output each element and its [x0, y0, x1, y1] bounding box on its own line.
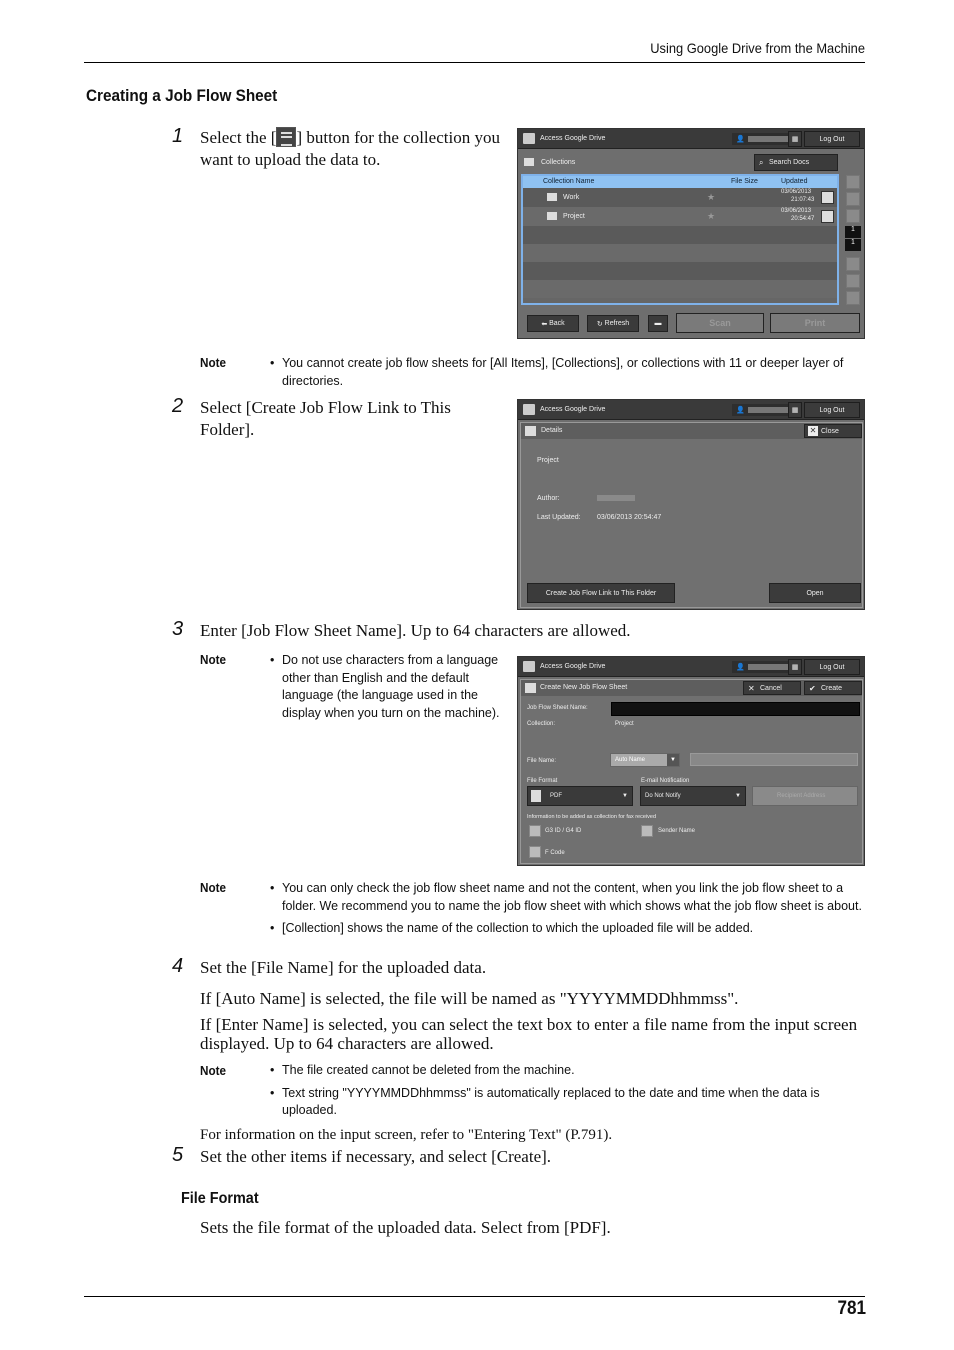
note-item: • Text string "YYYYMMDDhhmmss" is automatically replaced to the date and time when the data is uploaded. [270, 1085, 850, 1120]
subsection-title: File Format [181, 1190, 259, 1207]
note-label: Note [200, 1063, 227, 1078]
author-value-blurred [597, 495, 635, 501]
running-header: Using Google Drive from the Machine [650, 40, 865, 56]
refresh-label: Refresh [604, 320, 630, 327]
logout-button[interactable]: Log Out [804, 659, 860, 675]
note-label: Note [200, 652, 227, 667]
drive-icon [523, 404, 535, 415]
search-icon: ⌕ [759, 157, 764, 167]
screen-title: Access Google Drive [540, 135, 606, 142]
drive-icon [523, 133, 535, 144]
updated-value: 03/06/2013 20:54:47 [597, 514, 662, 521]
col-name-header: Collection Name [543, 178, 595, 185]
step-number: 2 [172, 395, 184, 417]
step-number: 1 [172, 125, 184, 147]
step-text-part: Select the [ [200, 128, 277, 147]
page-current: 1 [845, 226, 861, 238]
chevron-down-icon: ▼ [667, 754, 679, 766]
screenshot-create-job-flow [517, 656, 865, 866]
file-format-paragraph: Sets the file format of the uploaded data. Select from [PDF]. [200, 1218, 611, 1237]
email-value: Do Not Notify [645, 793, 681, 799]
user-icon: 👤 [736, 664, 745, 671]
list-header [523, 176, 837, 188]
table-row[interactable] [523, 188, 837, 207]
search-docs-button[interactable] [754, 154, 838, 171]
recipient-button[interactable] [752, 786, 858, 806]
details-list-icon [276, 127, 296, 147]
row-date: 03/06/2013 [781, 208, 812, 214]
refresh-button[interactable] [587, 315, 639, 332]
note-item: • [Collection] shows the name of the collection to which the uploaded file will be added. [270, 920, 866, 938]
print-label: Print [804, 318, 826, 328]
print-button[interactable] [770, 313, 860, 333]
step-text: Enter [Job Flow Sheet Name]. Up to 64 characters are allowed. [200, 621, 631, 640]
table-row[interactable] [523, 207, 837, 226]
row-name: Project [563, 213, 585, 220]
close-button[interactable] [804, 424, 862, 438]
check-icon: ✔ [809, 683, 816, 693]
details-button[interactable] [821, 191, 834, 204]
step-text [200, 127, 505, 171]
create-label: Create [821, 684, 843, 692]
note-item: • You can only check the job flow sheet name and not the content, when you link the job flow sheet to a folder. We recommend you to name the job flow sheet with which shows what the job flow sheet is about. [270, 880, 866, 915]
keypad-icon[interactable]: ▦ [788, 659, 802, 675]
note-item: • The file created cannot be deleted from the machine. [270, 1062, 850, 1080]
step-number: 4 [172, 955, 184, 977]
collection-label: Collection: [527, 721, 556, 727]
screen-titlebar [518, 657, 864, 677]
drive-icon [523, 661, 535, 672]
fax-info-label: Information to be added as collection for fax received [527, 814, 657, 820]
note-list [270, 880, 866, 943]
folder-icon [524, 158, 534, 166]
back-label: Back [549, 320, 565, 327]
details-button[interactable] [821, 210, 834, 223]
note-list [270, 652, 510, 727]
g3-checkbox[interactable] [529, 825, 541, 837]
author-label: Author: [537, 495, 560, 502]
user-name-blurred [748, 407, 788, 413]
auto-name-paragraph: If [Auto Name] is selected, the file will be named as "YYYYMMDDhhmmss". [200, 989, 739, 1008]
g3-label: G3 ID / G4 ID [545, 828, 582, 834]
create-button[interactable] [804, 681, 862, 695]
job-flow-icon [525, 683, 536, 693]
folder-icon [547, 193, 557, 201]
empty-row [523, 262, 837, 280]
scan-label: Scan [709, 318, 731, 328]
row-date: 03/06/2013 [781, 189, 812, 195]
col-size-header: File Size [731, 178, 758, 185]
cancel-label: Cancel [760, 684, 782, 692]
collection-value: Project [615, 721, 634, 727]
back-arrow-icon: ⬅ [541, 320, 550, 328]
scroll-down-button[interactable] [846, 274, 860, 288]
details-title: Details [541, 427, 563, 434]
file-format-select[interactable] [527, 786, 633, 806]
row-time: 20:54:47 [791, 216, 815, 222]
user-icon: 👤 [736, 136, 745, 143]
step-number: 3 [172, 618, 184, 640]
screen-title: Access Google Drive [540, 406, 606, 413]
empty-row [523, 226, 837, 244]
col-updated-header: Updated [781, 178, 808, 185]
reference-paragraph: For information on the input screen, refer to "Entering Text" (P.791). [200, 1127, 613, 1143]
create-panel [520, 679, 863, 864]
recipient-label: Recipient Address [777, 793, 826, 799]
note-label: Note [200, 880, 227, 895]
folder-icon [547, 212, 557, 220]
details-icon [525, 426, 536, 436]
scroll-down-button[interactable] [846, 257, 860, 271]
file-name-input[interactable] [690, 753, 858, 766]
scroll-up-button[interactable] [846, 209, 860, 223]
screen-titlebar [518, 400, 864, 420]
jfs-name-label: Job Flow Sheet Name: [527, 705, 588, 711]
file-format-label: File Format [527, 778, 558, 784]
file-format-value: PDF [550, 793, 562, 799]
collections-label: Collections [541, 159, 576, 166]
refresh-icon: ↻ [596, 320, 605, 328]
empty-row [523, 244, 837, 262]
note-list [270, 1062, 850, 1125]
note-label: Note [200, 355, 227, 370]
create-title: Create New Job Flow Sheet [540, 684, 628, 691]
close-icon: ✕ [809, 426, 817, 435]
row-name: Work [563, 194, 580, 201]
page-total: 1 [845, 239, 861, 251]
search-docs-label: Search Docs [769, 159, 810, 166]
screenshot-details [517, 399, 865, 610]
step-text-part: ] button for the collection you want to upload the data to. [200, 128, 500, 169]
details-panel [520, 422, 863, 608]
step-text: Select [Create Job Flow Link to This Folder]. [200, 398, 451, 439]
note-item: • You cannot create job flow sheets for [All Items], [Collections], or collections with 11 or deeper layer of directories. [270, 355, 866, 390]
jfs-name-input[interactable] [611, 702, 860, 716]
keypad-icon[interactable]: ▦ [788, 402, 802, 418]
fcode-checkbox[interactable] [529, 846, 541, 858]
collection-list [521, 174, 839, 305]
footer-rule [84, 1296, 865, 1297]
file-name-label: File Name: [527, 758, 557, 764]
chevron-down-icon: ▼ [735, 793, 741, 799]
close-label: Close [821, 427, 839, 435]
logout-button[interactable]: Log Out [804, 131, 860, 147]
email-label: E-mail Notification [641, 778, 690, 784]
user-name-blurred [748, 136, 788, 142]
note-list [270, 355, 866, 395]
pdf-file-icon [531, 790, 541, 802]
keypad-icon[interactable]: ▦ [788, 131, 802, 147]
user-name-blurred [748, 664, 788, 670]
back-button[interactable] [527, 315, 579, 332]
screenshot-collections [517, 128, 865, 339]
user-icon: 👤 [736, 407, 745, 414]
scroll-bottom-button[interactable] [846, 291, 860, 305]
folder-name: Project [537, 457, 559, 464]
fcode-label: F Code [545, 850, 565, 856]
file-name-value: Auto Name [615, 757, 646, 763]
section-title: Creating a Job Flow Sheet [86, 86, 278, 105]
step-text: Set the other items if necessary, and select [Create]. [200, 1147, 552, 1166]
star-icon: ★ [707, 192, 716, 202]
logout-button[interactable]: Log Out [804, 402, 860, 418]
row-time: 21:07:43 [791, 197, 815, 203]
star-icon: ★ [707, 211, 716, 221]
scroll-top-button[interactable] [846, 175, 860, 189]
page-number: 781 [837, 1298, 866, 1319]
create-link-button[interactable]: Create Job Flow Link to This Folder [527, 583, 675, 603]
scan-button[interactable] [676, 313, 764, 333]
folder-add-icon: ▬ [654, 320, 662, 327]
open-button[interactable]: Open [769, 583, 861, 603]
updated-label: Last Updated: [537, 514, 581, 521]
screen-title: Access Google Drive [540, 663, 606, 670]
cancel-button[interactable] [743, 681, 801, 695]
sender-checkbox[interactable] [641, 825, 653, 837]
header-rule [84, 62, 865, 63]
empty-row [523, 280, 837, 298]
email-select[interactable] [640, 786, 746, 806]
new-folder-button[interactable] [648, 315, 668, 332]
chevron-down-icon: ▼ [622, 793, 628, 799]
scroll-up-button[interactable] [846, 192, 860, 206]
note-item: • Do not use characters from a language other than English and the default language (the language used in the display when you turn on the machine). [270, 652, 510, 722]
enter-name-paragraph: If [Enter Name] is selected, you can select the text box to enter a file name from the input screen displayed. Up to 64 characters are allowed. [200, 1015, 858, 1053]
screen-titlebar [518, 129, 864, 149]
sender-label: Sender Name [658, 828, 696, 834]
step-text: Set the [File Name] for the uploaded data. [200, 958, 487, 977]
step-number: 5 [172, 1144, 184, 1166]
file-name-select[interactable] [610, 753, 680, 767]
cancel-icon: ✕ [748, 683, 755, 693]
